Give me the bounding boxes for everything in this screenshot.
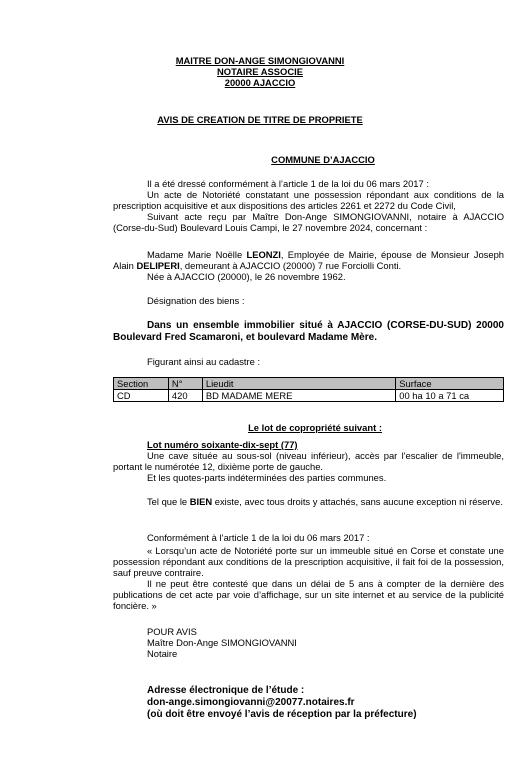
lot-heading: Le lot de copropriété suivant : — [248, 422, 382, 433]
bien-word: BIEN — [189, 496, 213, 507]
column-header-surface: Surface — [396, 378, 504, 390]
designation-label: Désignation des biens : — [147, 295, 245, 306]
cell-lieudit: BD MADAME MERE — [202, 390, 395, 402]
bien-suffix: existe, avec tous droits y attachés, sans aucune exception ni réserve. — [212, 496, 503, 507]
signature-line-2: Maître Don-Ange SIMONGIOVANNI — [147, 637, 297, 648]
spouse-surname: DELIPERI — [136, 260, 180, 271]
cadastre-table — [113, 377, 504, 402]
column-header-number: N° — [168, 378, 202, 390]
commune-heading: COMMUNE D’AJACCIO — [271, 154, 375, 165]
cell-section: CD — [114, 390, 169, 402]
owner-birth: Née à AJACCIO (20000), le 26 novembre 1962. — [147, 271, 346, 282]
contact-label: Adresse électronique de l’étude : — [147, 685, 305, 696]
owner-suffix: , demeurant à AJACCIO (20000) 7 rue Forciolli Conti. — [179, 260, 402, 271]
lot-title: Lot numéro soixante-dix-sept (77) — [147, 439, 298, 450]
lot-description: Une cave située au sous-sol (niveau inférieur), accès par l'escalier de l'immeuble, portant le numérotée 12, dixième porte de gauche. — [113, 450, 504, 472]
column-header-lieudit: Lieudit — [202, 378, 395, 390]
law-paragraph-3: Il ne peut être contesté que dans un délai de 5 ans à compter de la dernière des publications de cet acte par voie d’affichage, sur un site internet et au service de la publicité foncière. » — [113, 578, 504, 611]
owner-paragraph — [113, 249, 504, 271]
contact-email[interactable]: don-ange.simongiovanni@20077.notaires.fr — [147, 697, 355, 708]
document-title: AVIS DE CREATION DE TITRE DE PROPRIETE — [157, 114, 363, 125]
owner-prefix: Madame Marie Noëlle — [147, 249, 247, 260]
intro-paragraph-3: Suivant acte reçu par Maître Don-Ange SIMONGIOVANNI, notaire à AJACCIO (Corse-du-Sud) Boulevard Louis Campi, le 27 novembre 2024, concernant : — [113, 211, 504, 233]
cadastre-label: Figurant ainsi au cadastre : — [147, 356, 261, 367]
bien-prefix: Tel que le — [147, 496, 190, 507]
owner-middle: , Employée de Mairie, épouse de Monsieur Joseph Alain — [113, 249, 504, 271]
intro-paragraph-1: Il a été dressé conformément à l’article 1 de la loi du 06 mars 2017 : — [147, 178, 429, 189]
cell-surface: 00 ha 10 a 71 ca — [396, 390, 504, 402]
property-location: Dans un ensemble immobilier situé à AJACCIO (CORSE-DU-SUD) 20000 Boulevard Fred Scamaroni, et boulevard Madame Mère. — [113, 320, 504, 343]
cell-number: 420 — [168, 390, 202, 402]
contact-note: (où doit être envoyé l’avis de réception par la préfecture) — [147, 709, 417, 720]
notary-city: 20000 AJACCIO — [224, 77, 296, 88]
law-paragraph-2: « Lorsqu’un acte de Notoriété porte sur un immeuble situé en Corse et constate une possession répondant aux conditions de la prescription acquisitive, il fait foi de la possession, sauf preuve contraire. — [113, 545, 504, 578]
bien-paragraph — [113, 496, 504, 507]
notary-name: MAITRE DON-ANGE SIMONGIOVANNI — [175, 55, 345, 66]
table-row — [114, 390, 504, 402]
signature-line-1: POUR AVIS — [147, 626, 197, 637]
cadastre-header-row — [114, 378, 504, 390]
column-header-section: Section — [114, 378, 169, 390]
owner-surname: LEONZI — [246, 249, 281, 260]
law-paragraph-1: Conformément à l’article 1 de la loi du 06 mars 2017 : — [147, 532, 370, 543]
intro-paragraph-2: Un acte de Notoriété constatant une possession répondant aux conditions de la prescription acquisitive et aux dispositions des articles 2261 et 2272 du Code Civil, — [113, 189, 504, 211]
lot-quotes: Et les quotes-parts indéterminées des parties communes. — [147, 472, 387, 483]
notary-title: NOTAIRE ASSOCIE — [217, 66, 303, 77]
signature-line-3: Notaire — [147, 648, 178, 659]
